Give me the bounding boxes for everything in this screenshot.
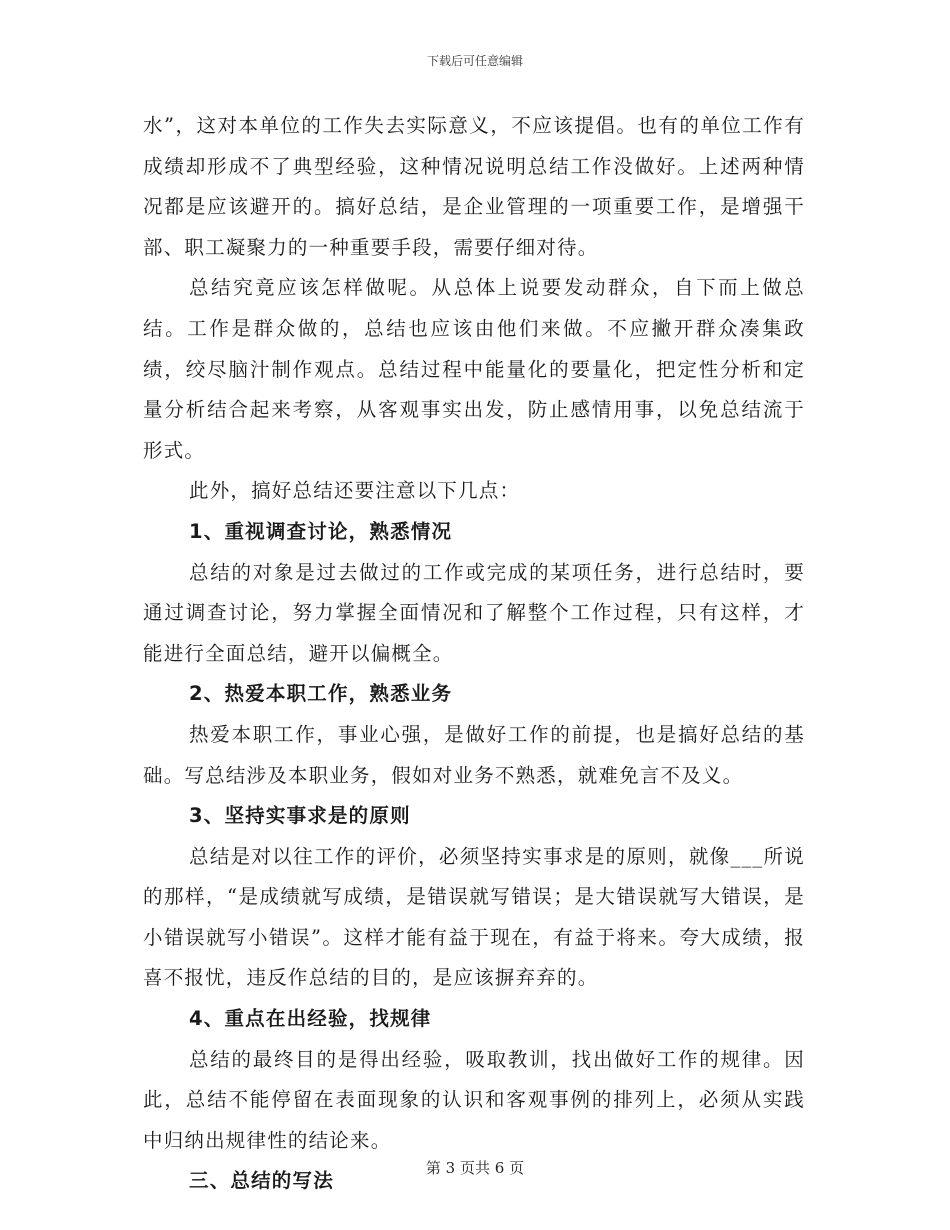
page-number: 第 3 页共 6 页 xyxy=(425,1159,525,1177)
document-body xyxy=(143,106,805,1202)
page-header: 下载后可任意编辑 xyxy=(426,54,523,68)
paragraph-notes-lead: 此外，搞好总结还要注意以下几点： xyxy=(189,479,521,503)
section-heading-1: 1、重视调查讨论，熟悉情况 xyxy=(189,519,453,543)
section-heading-4: 4、重点在出经验，找规律 xyxy=(189,1007,432,1031)
chapter-heading-writing-method: 三、总结的写法 xyxy=(189,1169,334,1193)
paragraph-section-4: 总结的最终目的是得出经验，吸取教训，找出做好工作的规律。因此，总结不能停留在表面现象的认识和客观事例的排列上，必须从实践中归纳出规律性的结论来。 xyxy=(143,1047,805,1152)
paragraph-section-3: 总结是对以往工作的评价，必须坚持实事求是的原则，就像___所说的那样，“是成绩就写成绩，是错误就写错误；是大错误就写大错误，是小错误就写小错误”。这样才能有益于现在，有益于将来。夸大成绩，报喜不报忧，违反作总结的目的，是应该摒弃弃的。 xyxy=(143,844,805,990)
paragraph-section-2: 热爱本职工作，事业心强，是做好工作的前提，也是搞好总结的基础。写总结涉及本职业务，假如对业务不熟悉，就难免言不及义。 xyxy=(143,722,805,787)
paragraph-how-to-summarize: 总结究竟应该怎样做呢。从总体上说要发动群众，自下而上做总结。工作是群众做的，总结也应该由他们来做。不应撇开群众凑集政绩，绞尽脑汁制作观点。总结过程中能量化的要量化，把定性分析和定量分析结合起来考察，从客观事实出发，防止感情用事，以免总结流于形式。 xyxy=(143,276,805,462)
section-heading-3: 3、坚持实事求是的原则 xyxy=(189,804,411,828)
paragraph-section-1: 总结的对象是过去做过的工作或完成的某项任务，进行总结时，要通过调查讨论，努力掌握全面情况和了解整个工作过程，只有这样，才能进行全面总结，避开以偏概全。 xyxy=(143,560,805,665)
section-heading-2: 2、热爱本职工作，熟悉业务 xyxy=(189,682,453,706)
paragraph-intro: 水”，这对本单位的工作失去实际意义，不应该提倡。也有的单位工作有成绩却形成不了典型经验，这种情况说明总结工作没做好。上述两种情况都是应该避开的。搞好总结，是企业管理的一项重要工作，是增强干部、职工凝聚力的一种重要手段，需要仔细对待。 xyxy=(143,114,805,259)
